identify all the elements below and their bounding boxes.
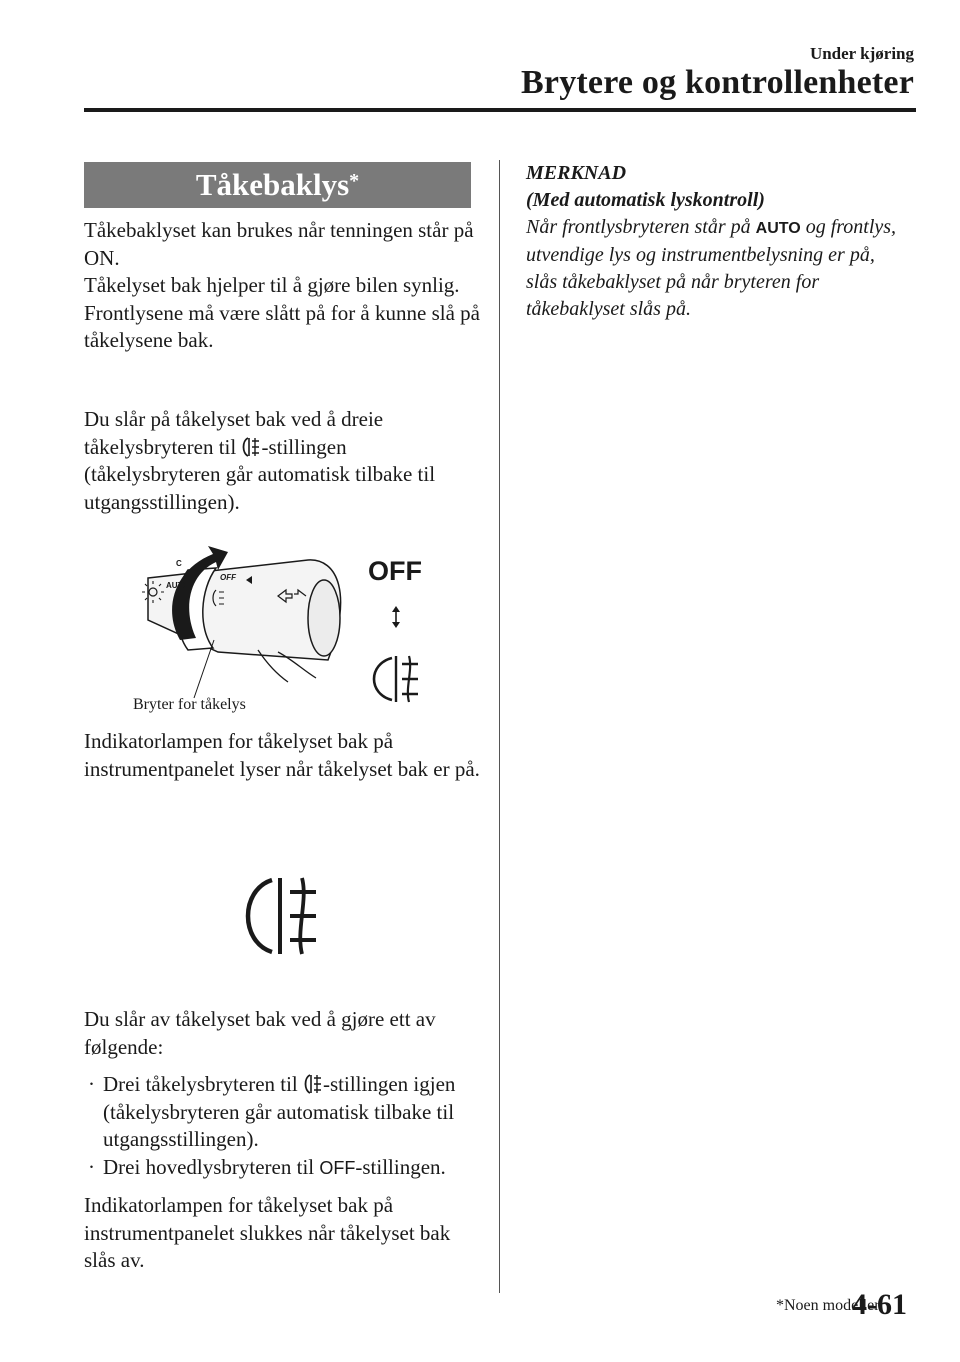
rear-fog-indicator-icon: [238, 874, 322, 958]
switch-mark-auto: AUTO: [166, 581, 189, 590]
fog-lamp-rear-icon: [241, 436, 261, 458]
section-title-bar: [84, 162, 471, 208]
turn-on-paragraph: [84, 406, 484, 516]
intro-line-1: Tåkebaklyset kan brukes når tenningen står på ON.: [84, 218, 474, 270]
figure-caption: Bryter for tåkelys: [133, 696, 246, 713]
intro-block: [84, 217, 484, 355]
bullet-2-text-2: -stillingen.: [355, 1154, 446, 1179]
switch-mark-c: C: [176, 559, 182, 568]
fog-switch-illustration: [128, 540, 458, 720]
indicator-off-text: Indikatorlampen for tåkelyset bak på instrumentpanelet slukkes når tåkelyset bak slås av.: [84, 1193, 451, 1272]
indicator-off-paragraph: [84, 1192, 484, 1275]
turn-off-list: [84, 1071, 494, 1182]
footnote: *Noen modeller.: [776, 1297, 883, 1314]
list-item: [84, 1071, 494, 1154]
turn-off-intro-text: Du slår av tåkelyset bak ved å gjøre ett av følgende:: [84, 1007, 436, 1059]
intro-line-2: Tåkelyset bak hjelper til å gjøre bilen synlig.: [84, 273, 460, 297]
fog-lamp-rear-icon: [303, 1073, 323, 1095]
indicator-on-paragraph: [84, 728, 484, 783]
bullet-2-text-1: Drei hovedlysbryteren til: [103, 1154, 320, 1179]
figure-off-label: OFF: [368, 556, 422, 586]
turn-on-text-1: Du slår på tåkelyset bak ved å dreie tåkelysbryteren til: [84, 407, 384, 459]
note-auto-label: AUTO: [755, 220, 801, 237]
column-divider: [499, 160, 500, 1293]
indicator-on-text: Indikatorlampen for tåkelyset bak på instrumentpanelet lyser når tåkelyset bak er på.: [84, 729, 480, 781]
note-heading: MERKNAD: [526, 162, 627, 184]
note-body: [526, 214, 906, 323]
note-subheading: (Med automatisk lyskontroll): [526, 189, 765, 211]
bullet-2-off-label: OFF: [319, 1157, 356, 1178]
header-rule: [84, 108, 916, 112]
fog-lamp-rear-icon: [374, 656, 418, 702]
list-item: [84, 1154, 494, 1183]
bullet-1-text-2: -stillingen igjen (tåkelysbryteren går automatisk tilbake til utgangsstillingen).: [103, 1072, 456, 1151]
page-header-title: Brytere og kontrollenheter: [521, 64, 914, 101]
note-box: [526, 160, 906, 323]
switch-mark-off: OFF: [220, 573, 236, 582]
arrow-up-down-icon: [392, 606, 400, 628]
intro-line-3: Frontlysene må være slått på for å kunne slå på tåkelysene bak.: [84, 300, 480, 352]
page-number: 4-61: [852, 1288, 907, 1321]
chapter-label: Under kjøring: [809, 44, 914, 63]
section-asterisk: *: [349, 169, 360, 192]
bullet-1-text-1: Drei tåkelysbryteren til: [103, 1072, 304, 1096]
turn-off-intro: [84, 1006, 484, 1061]
bullet-dot: ·: [88, 1154, 95, 1179]
note-text-1: Når frontlysbryteren står på: [526, 216, 756, 238]
section-title: Tåkebaklys: [195, 167, 350, 202]
bullet-dot: ·: [88, 1072, 95, 1096]
turn-on-text-2: -stillingen (tåkelysbryteren går automatisk tilbake til utgangsstillingen).: [84, 434, 436, 514]
note-text-2: og frontlys, utvendige lys og instrumentbelysning er på, slås tåkebaklyset på når bryteren for tåkebaklyset slås på.: [526, 216, 897, 320]
